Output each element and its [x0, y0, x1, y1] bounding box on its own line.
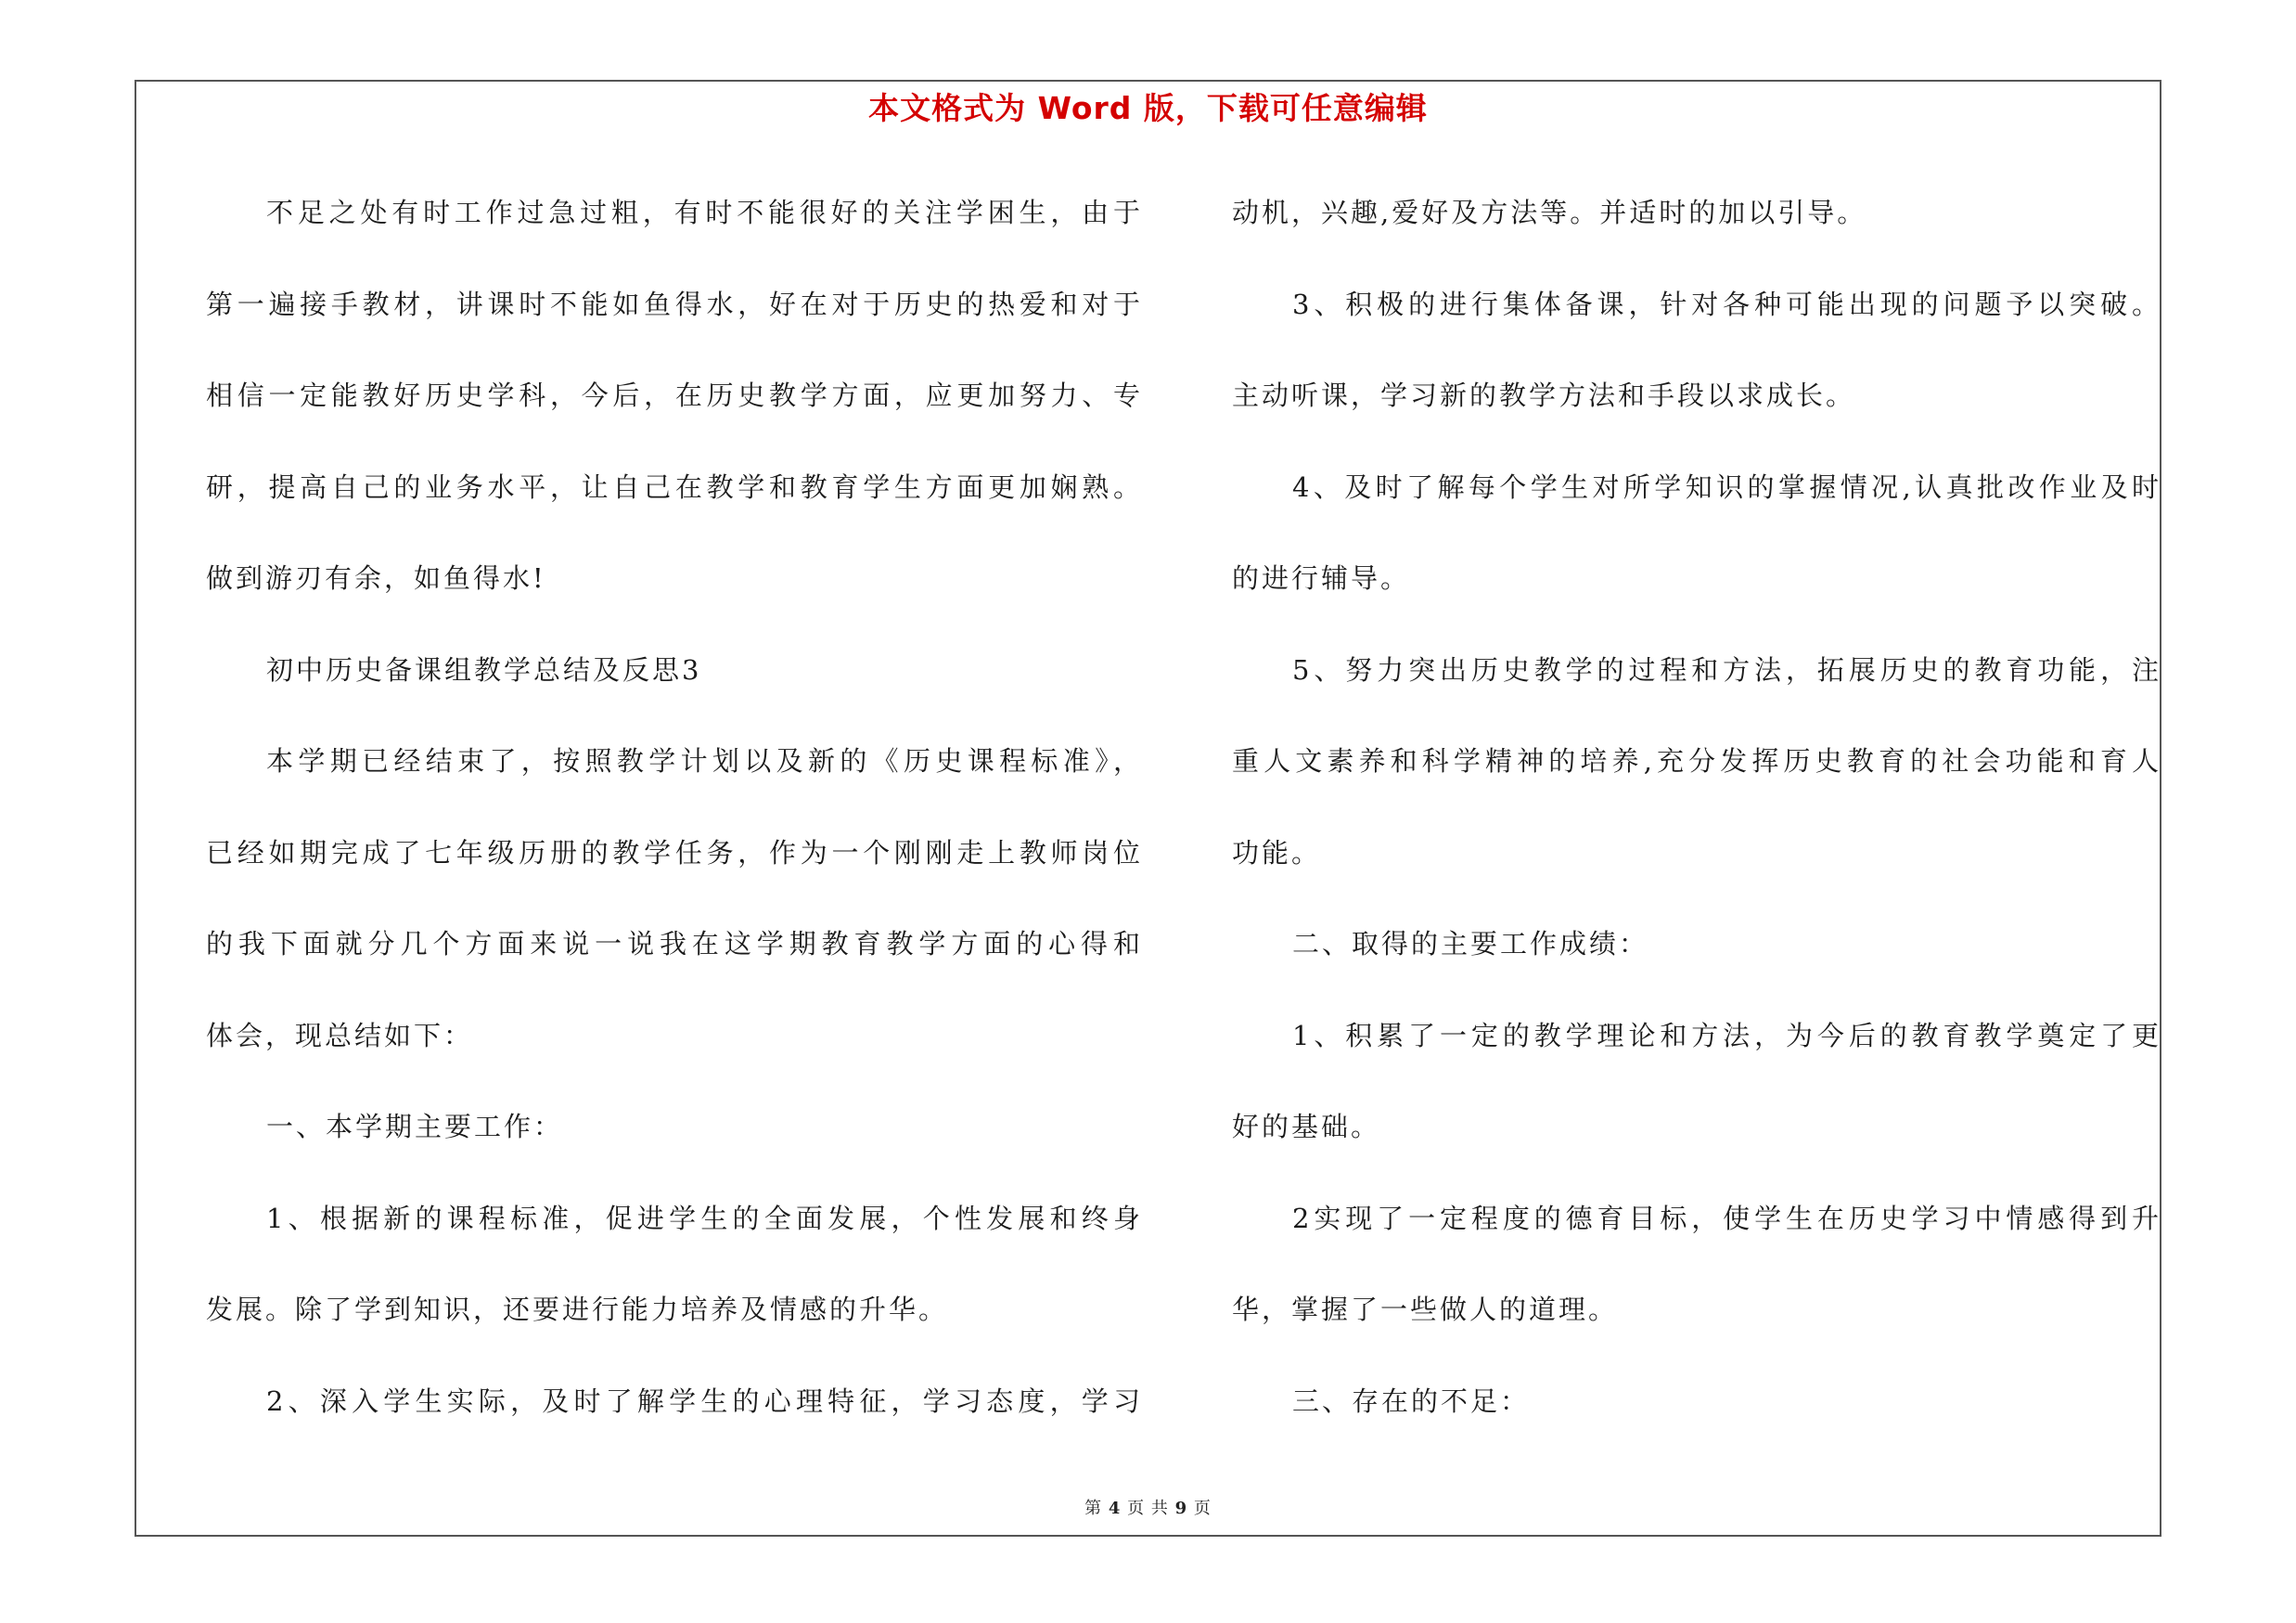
text-line: 的进行辅导。 [1232, 562, 1411, 594]
text-line: 重人文素养和科学精神的培养,充分发挥历史教育的社会功能和育人 [1232, 745, 2161, 777]
text-line: 研，提高自己的业务水平，让自己在教学和教育学生方面更加娴熟。 [206, 470, 1143, 503]
text-line: 做到游刃有余，如鱼得水! [206, 562, 546, 594]
total-page-count: 9 [1174, 1499, 1188, 1518]
current-page-number: 4 [1108, 1499, 1122, 1518]
text-line: 已经如期完成了七年级历册的教学任务，作为一个刚刚走上教师岗位 [206, 836, 1143, 869]
text-line: 的我下面就分几个方面来说一说我在这学期教育教学方面的心得和 [206, 928, 1143, 960]
text-line: 1、积累了一定的教学理论和方法，为今后的教育教学奠定了更 [1292, 1019, 2161, 1051]
text-line: 三、存在的不足： [1292, 1385, 1531, 1417]
text-line: 第一遍接手教材，讲课时不能如鱼得水，好在对于历史的热爱和对于 [206, 288, 1143, 320]
text-line: 2实现了一定程度的德育目标，使学生在历史学习中情感得到升 [1292, 1202, 2161, 1234]
text-line: 好的基础。 [1232, 1111, 1381, 1142]
footer-prefix: 第 [1084, 1499, 1103, 1518]
text-line: 不足之处有时工作过急过粗，有时不能很好的关注学困生，由于 [266, 197, 1143, 228]
text-line: 主动听课，学习新的教学方法和手段以求成长。 [1232, 380, 1856, 411]
text-line: 1、根据新的课程标准，促进学生的全面发展，个性发展和终身 [266, 1202, 1143, 1234]
text-line: 2、深入学生实际，及时了解学生的心理特征，学习态度，学习 [266, 1385, 1143, 1417]
text-line: 3、积极的进行集体备课，针对各种可能出现的问题予以突破。 [1292, 288, 2161, 320]
text-line: 发展。除了学到知识，还要进行能力培养及情感的升华。 [206, 1294, 949, 1325]
text-line: 相信一定能教好历史学科，今后，在历史教学方面，应更加努力、专 [206, 380, 1143, 411]
text-line: 功能。 [1232, 836, 1322, 869]
text-line: 华，掌握了一些做人的道理。 [1232, 1294, 1619, 1325]
right-text-column [1232, 167, 2161, 1447]
text-line: 一、本学期主要工作： [266, 1111, 564, 1142]
text-line: 二、取得的主要工作成绩： [1292, 928, 1649, 960]
text-line: 本学期已经结束了，按照教学计划以及新的《历史课程标准》， [266, 745, 1143, 777]
footer-suffix: 页 [1193, 1499, 1212, 1518]
left-text-column [206, 167, 1143, 1447]
text-line: 5、努力突出历史教学的过程和方法，拓展历史的教育功能，注 [1292, 653, 2161, 686]
text-line: 4、及时了解每个学生对所学知识的掌握情况,认真批改作业及时 [1292, 470, 2161, 503]
text-line: 体会，现总结如下： [206, 1019, 474, 1051]
footer-middle: 页 共 [1127, 1499, 1169, 1518]
page-number-footer [135, 1496, 2161, 1522]
text-line: 动机，兴趣,爱好及方法等。并适时的加以引导。 [1232, 197, 1867, 228]
format-notice-banner: 本文格式为 Word 版，下载可任意编辑 [868, 90, 1428, 126]
text-line: 初中历史备课组教学总结及反思3 [266, 653, 702, 686]
